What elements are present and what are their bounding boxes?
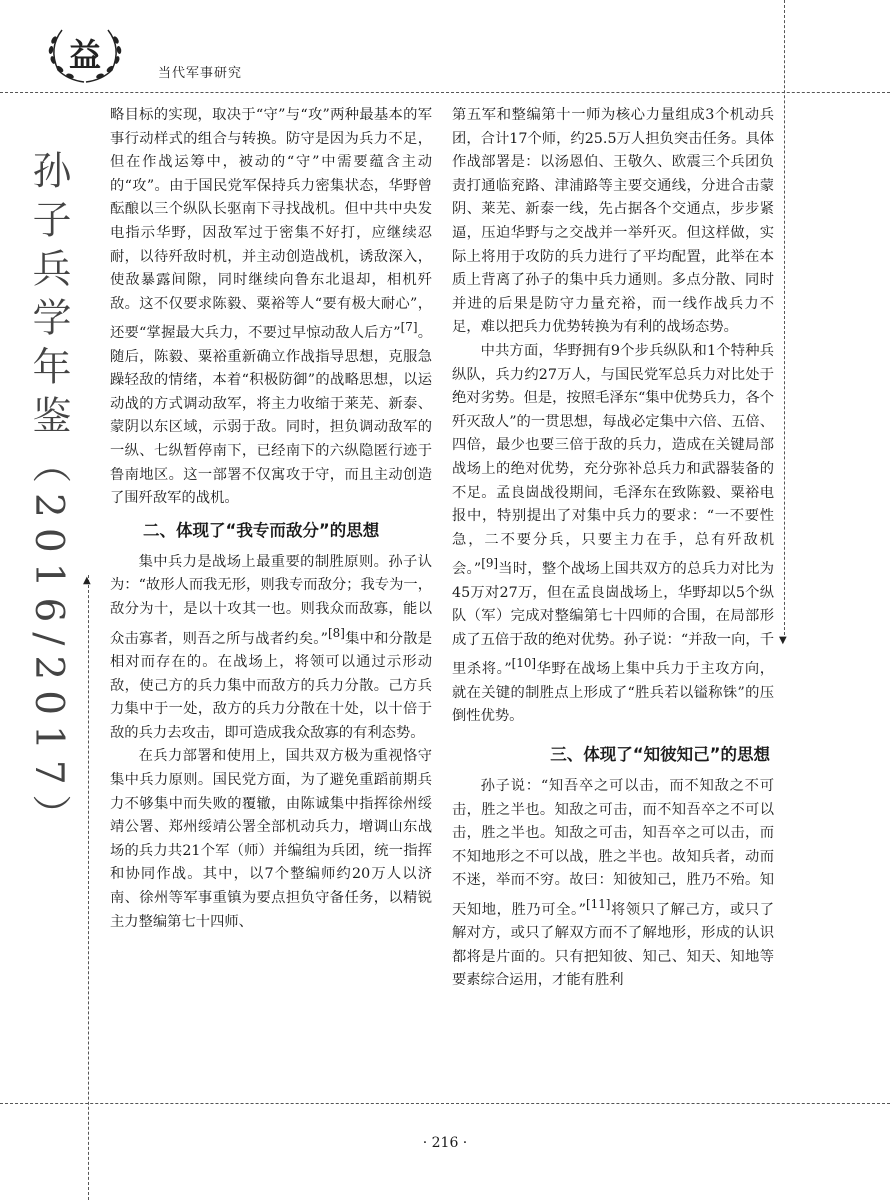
- right-margin-guide: [784, 0, 785, 640]
- paragraph: 中共方面，华野拥有9个步兵纵队和1个特种兵纵队，兵力约27万人，与国民党军总兵力对比处于绝对劣势。但是，按照毛泽东“集中优势兵力，各个歼灭敌人”的一贯思想，每战必定集中六倍、五倍、四倍，最少也要三倍于敌的兵力，造成在关键局部战场上的绝对优势，充分弥补总兵力和武器装备的不足。孟良崮战役期间，毛泽东在致陈毅、粟裕电报中，特别提出了对集中兵力的要求：“一不要性急，二不要分兵，只要主力在手，总有歼敌机会。”[9]当时，整个战场上国共双方的总兵力对比为45万对27万，但在孟良崮战场上，华野却以5个纵队（军）完成对整编第七十四师的合围，在局部形成了五倍于敌的绝对优势。孙子说：“并敌一向，千里杀将。”[10]华野在战场上集中兵力于主攻方向，就在关键的制胜点上形成了“胜兵若以镒称铢”的压倒性优势。: [452, 342, 774, 725]
- citation: [10]: [511, 656, 537, 671]
- paragraph: 孙子说：“知吾卒之可以击，而不知敌之不可击，胜之半也。知敌之可击，而不知吾卒之不可以击，胜之半也。知敌之可击，知吾卒之可以击，而不知地形之不可以战，胜之半也。故知兵者，动而不迷，举而不穷。故曰：知彼知己，胜乃不殆。知天知地，胜乃可全。”[11]将领只了解己方，或只了解对方，或只了解双方而不了解地形，形成的认识都将是片面的。只有把知彼、知己、知天、知地等要素综合运用，才能有胜利: [452, 777, 774, 989]
- paragraph: 集中兵力是战场上最重要的制胜原则。孙子认为：“故形人而我无形，则我专而敌分；我专为一，敌分为十，是以十攻其一也。则我众而敌寡，能以众击寡者，则吾之所与战者约矣。”[8]集中和分散是相对而存在的。在战场上，将领可以通过示形动敌，使己方的兵力集中而敌方的兵力分散。己方兵力集中于一处，敌方的兵力分散在十处，以十倍于敌的兵力去攻击，即可造成我众敌寡的有利态势。: [110, 553, 432, 741]
- logo-glyph: 益: [68, 36, 102, 74]
- paragraph: 在兵力部署和使用上，国共双方极为重视恪守集中兵力原则。国民党方面，为了避免重蹈前期兵力不够集中而失败的覆辙，由陈诚集中指挥徐州绥靖公署、郑州绥靖公署全部机动兵力，增调山东战场的兵力共21个军（师）并编组为兵团，统一指挥和协同作战。其中，以7个整编师约20万人以济南、徐州等军事重镇为要点担负守备任务，以精锐主力整编第七十四师、: [110, 748, 432, 930]
- citation: [7]: [400, 320, 418, 335]
- citation: [8]: [327, 625, 345, 640]
- page-number: · 216 ·: [422, 1135, 468, 1151]
- section-heading-2: 二、体现了“我专而敌分”的思想: [143, 520, 380, 540]
- journal-name: 当代军事研究: [158, 66, 243, 81]
- down-arrow-icon: ▼: [779, 635, 787, 646]
- up-arrow-icon: ▲: [83, 575, 91, 586]
- journal-logo: [40, 18, 130, 88]
- paragraph: 第五军和整编第十一师为核心力量组成3个机动兵团，合计17个师，约25.5万人担负突击任务。具体作战部署是：以汤恩伯、王敬久、欧震三个兵团负责打通临兖路、津浦路等主要交通线，分进合击蒙阴、莱芜、新泰一线，先占据各个交通点，步步紧逼，压迫华野与之交战并一举歼灭。但这样做，实际上将用于攻防的兵力进行了平均配置，此举在本质上背离了孙子的集中兵力通则。多点分散、同时并进的后果是防守力量充裕，而一线作战兵力不足，难以把兵力优势转换为有利的战场态势。: [452, 107, 774, 336]
- paragraph: 略目标的实现，取决于“守”与“攻”两种最基本的军事行动样式的组合与转换。防守是因为兵力不足，但在作战运筹中，被动的“守”中需要蕴含主动的“攻”。由于国民党军保持兵力密集状态，华野曾酝酿以三个纵队长驱南下寻找战机。但中共中央发电指示华野，因敌军过于密集不好打，应继续忍耐，以待歼敌时机，并主动创造战机，诱敌深入，使敌暴露间隙，同时继续向鲁东北退却，相机歼敌。这不仅要求陈毅、粟裕等人“要有极大耐心”，还要“掌握最大兵力，不要过早惊动敌人后方”[7]。随后，陈毅、粟裕重新确立作战指导思想，克服急躁轻敌的情绪，本着“积极防御”的战略思想，以运动战的方式调动敌军，将主力收缩于莱芜、新泰、蒙阴以东区域，示弱于敌。同时，担负调动敌军的一纵、七纵暂停南下，已经南下的六纵隐匿行迹于鲁南地区。这一部署不仅寓攻于守，而且主动创造了围歼敌军的战机。: [110, 107, 432, 507]
- left-margin-guide: [88, 575, 89, 1200]
- side-title: 孙子兵学年鉴（2016/2017）: [26, 150, 71, 844]
- citation: [9]: [481, 556, 499, 571]
- right-text-column: [452, 104, 774, 993]
- citation: [11]: [585, 896, 611, 911]
- section-heading-3: 三、体现了“知彼知己”的思想: [550, 744, 770, 764]
- header-divider-line: [0, 92, 890, 93]
- left-text-column: [110, 104, 432, 934]
- footer-divider-line: [0, 1103, 890, 1104]
